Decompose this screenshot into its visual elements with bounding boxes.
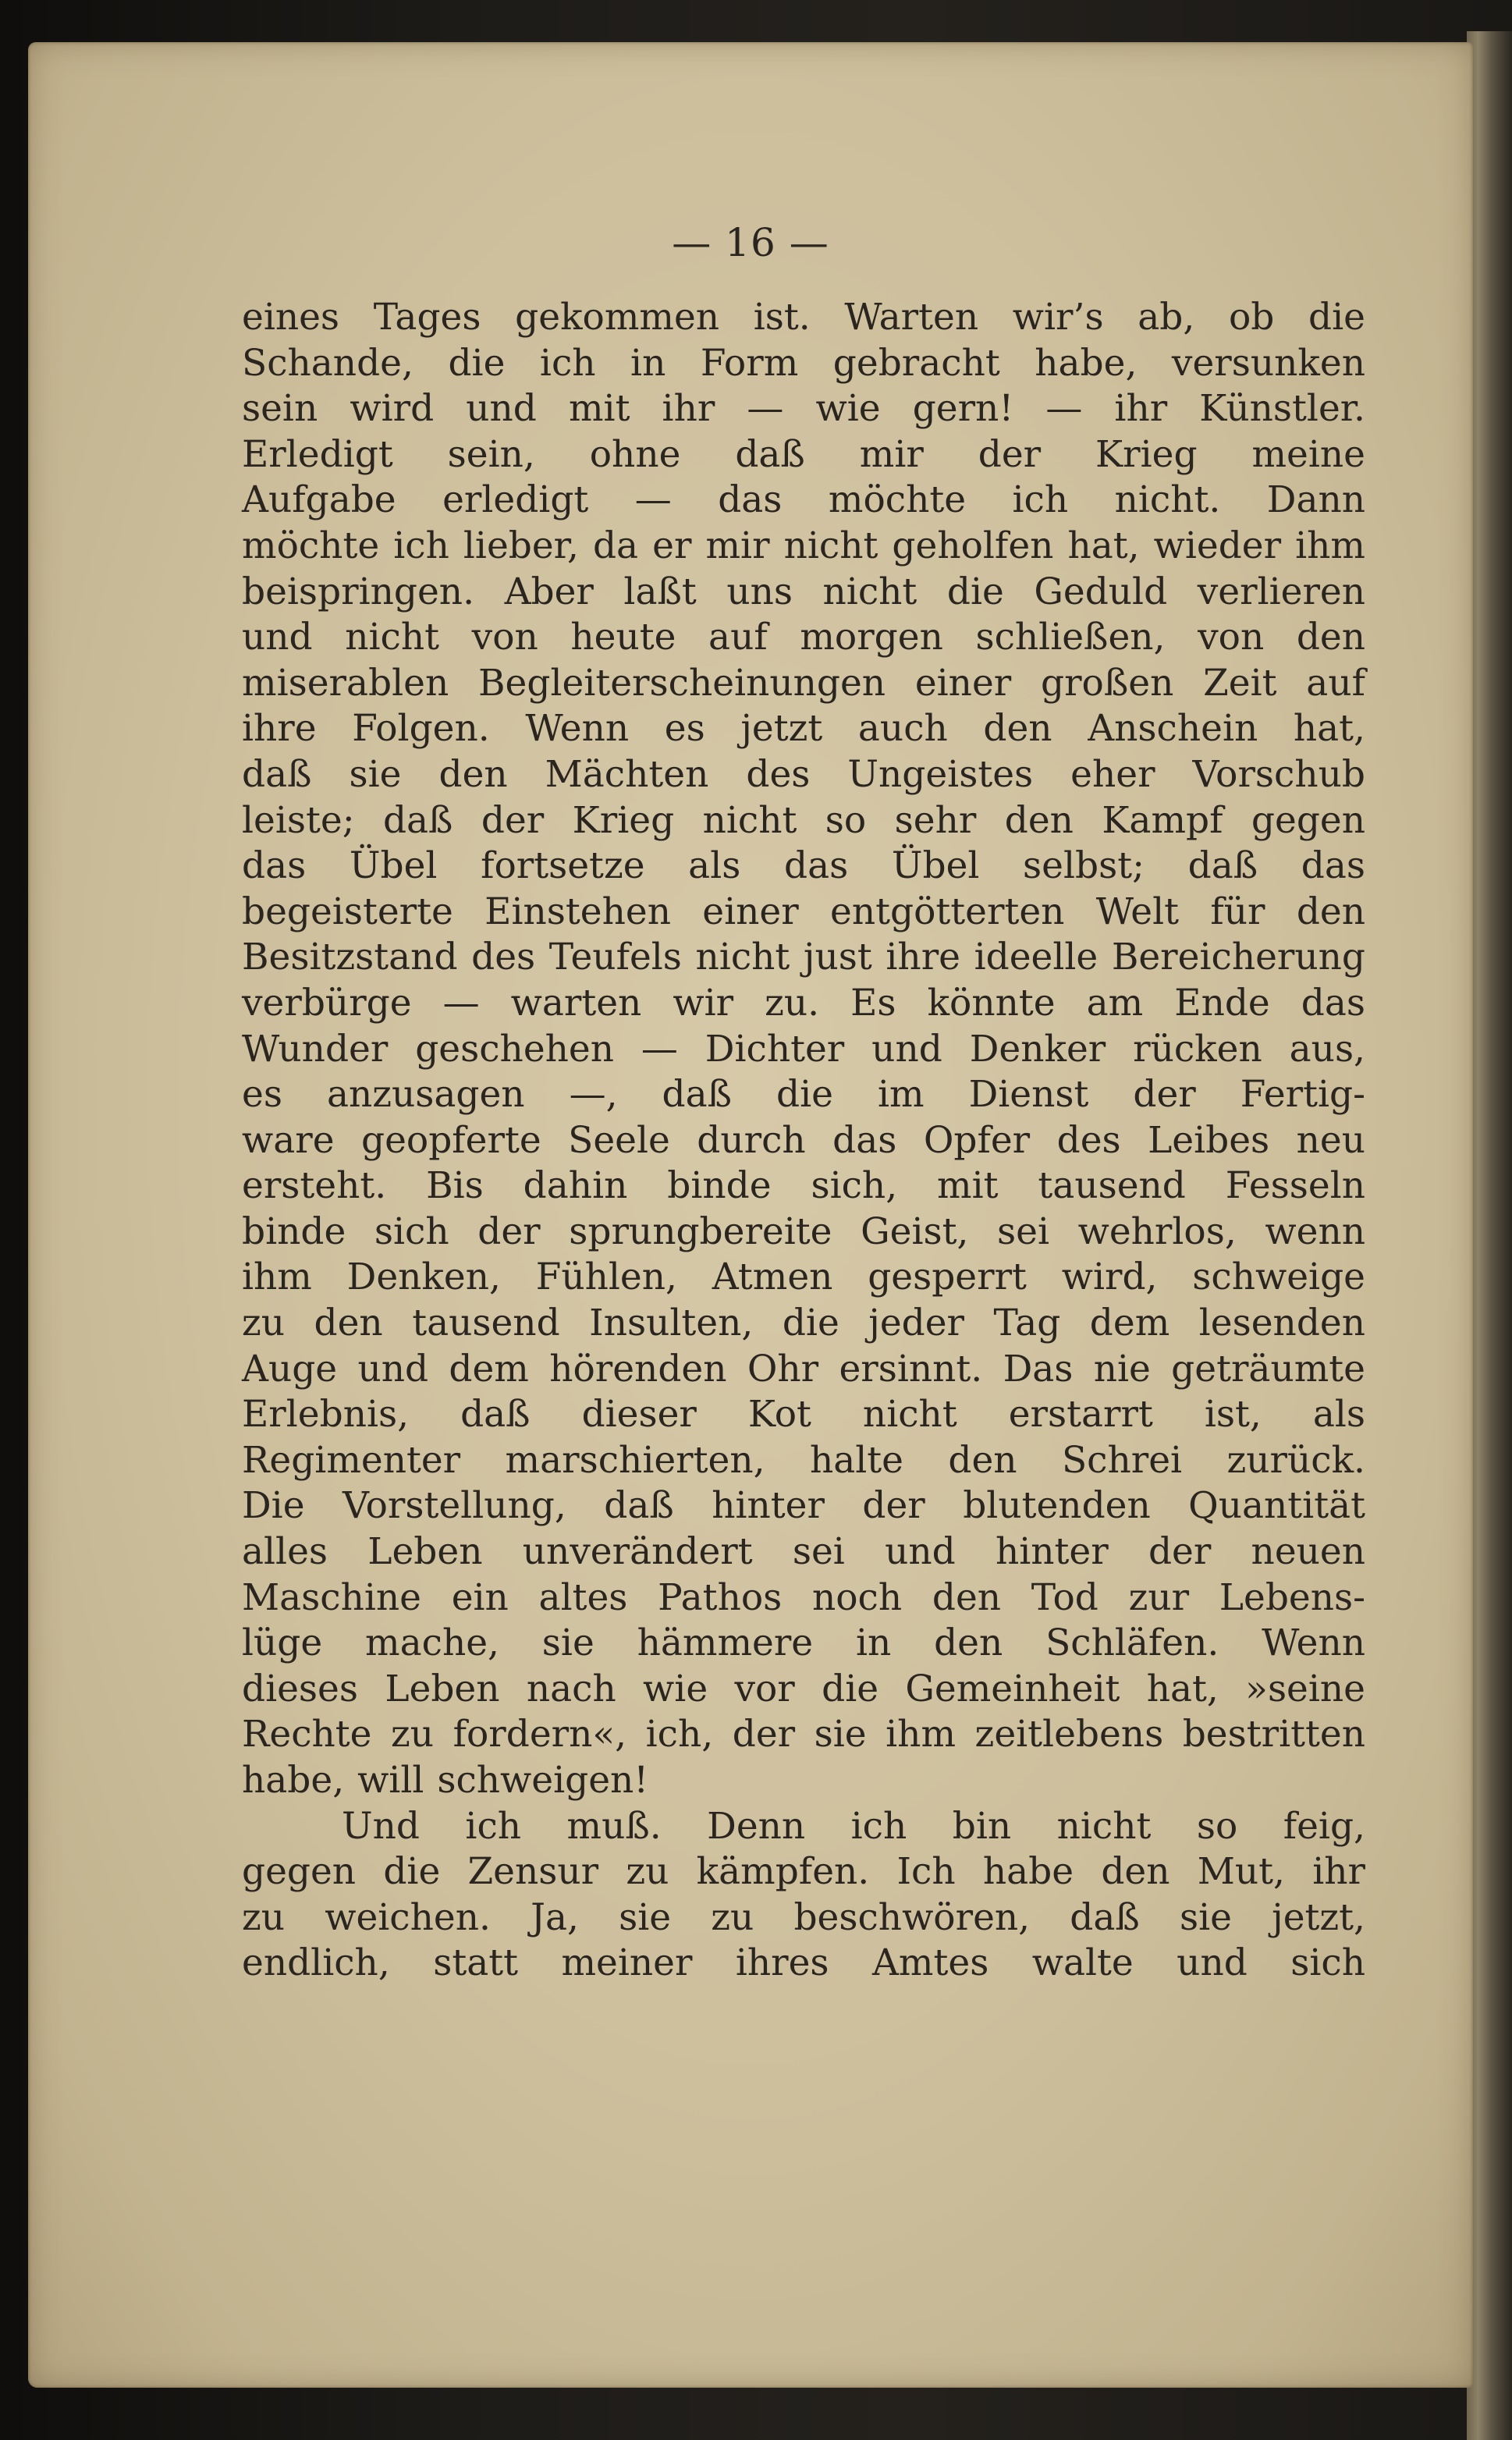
text-line: möchte ich lieber, da er mir nicht geholfen hat, wieder ihm [242, 524, 1365, 567]
text-line: leiste; daß der Krieg nicht so sehr den Kampf gegen [242, 798, 1365, 842]
text-line: binde sich der sprungbereite Geist, sei wehrlos, wenn [242, 1209, 1365, 1253]
text-line: lüge mache, sie hämmere in den Schläfen. Wenn [242, 1621, 1365, 1665]
paragraph-start-line: Und ich muß. Denn ich bin nicht so feig, [342, 1804, 1365, 1848]
text-line: und nicht von heute auf morgen schließen, von den [242, 616, 1365, 659]
text-line: ihre Folgen. Wenn es jetzt auch den Anschein hat, [242, 707, 1365, 751]
text-line: miserablen Begleiterscheinungen einer großen Zeit auf [242, 661, 1365, 705]
text-line: begeisterte Einstehen einer entgötterten Welt für den [242, 890, 1365, 933]
text-line: Erledigt sein, ohne daß mir der Krieg meine [242, 432, 1365, 476]
text-line: alles Leben unverändert sei und hinter der neuen [242, 1530, 1365, 1574]
text-line: Auge und dem hörenden Ohr ersinnt. Das nie geträumte [242, 1347, 1365, 1390]
text-line: Erlebnis, daß dieser Kot nicht erstarrt ist, als [242, 1393, 1365, 1437]
text-line: ihm Denken, Fühlen, Atmen gesperrt wird, schweige [242, 1256, 1365, 1299]
text-line: sein wird und mit ihr — wie gern! — ihr Künstler. [242, 387, 1365, 431]
text-line: verbürge — warten wir zu. Es könnte am Ende das [242, 981, 1365, 1025]
text-line: endlich, statt meiner ihres Amtes walte und sich [242, 1941, 1365, 1985]
text-line: eines Tages gekommen ist. Warten wir’s ab, ob die [242, 296, 1365, 339]
paragraph-end-line: habe, will schweigen! [242, 1759, 649, 1802]
page-edge [1467, 31, 1512, 2440]
text-line: ersteht. Bis dahin binde sich, mit tausend Fesseln [242, 1164, 1365, 1208]
text-line: Rechte zu fordern«, ich, der sie ihm zeitlebens bestritten [242, 1713, 1365, 1756]
text-line: Schande, die ich in Form gebracht habe, versunken [242, 341, 1365, 385]
text-line: das Übel fortsetze als das Übel selbst; daß das [242, 844, 1365, 888]
text-line: Aufgabe erledigt — das möchte ich nicht. Dann [242, 478, 1365, 522]
text-line: gegen die Zensur zu kämpfen. Ich habe den Mut, ihr [242, 1850, 1365, 1894]
body-text [242, 295, 1365, 1987]
text-line: Die Vorstellung, daß hinter der blutenden Quantität [242, 1484, 1365, 1528]
page-number: — 16 — [672, 220, 829, 265]
text-line: zu den tausend Insulten, die jeder Tag dem lesenden [242, 1302, 1365, 1345]
text-line: Maschine ein altes Pathos noch den Tod zur Lebens- [242, 1575, 1365, 1619]
text-line: Besitzstand des Teufels nicht just ihre ideelle Bereicherung [242, 936, 1365, 979]
text-line: beispringen. Aber laßt uns nicht die Geduld verlieren [242, 570, 1365, 613]
text-line: daß sie den Mächten des Ungeistes eher Vorschub [242, 752, 1365, 796]
text-line: Regimenter marschierten, halte den Schrei zurück. [242, 1438, 1365, 1482]
text-line: zu weichen. Ja, sie zu beschwören, daß sie jetzt, [242, 1895, 1365, 1939]
text-line: dieses Leben nach wie vor die Gemeinheit hat, »seine [242, 1667, 1365, 1710]
text-line: ware geopferte Seele durch das Opfer des Leibes neu [242, 1118, 1365, 1162]
text-line: Wunder geschehen — Dichter und Denker rücken aus, [242, 1027, 1365, 1071]
text-line: es anzusagen —, daß die im Dienst der Fertig- [242, 1073, 1365, 1117]
